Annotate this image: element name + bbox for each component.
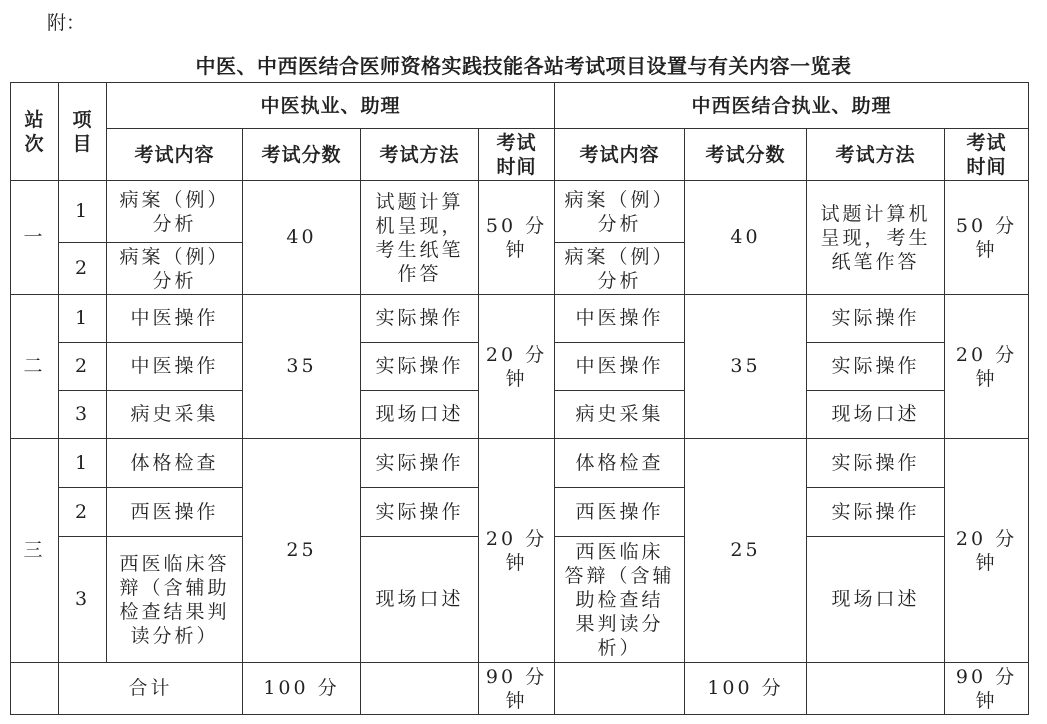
integrated-score: 35: [685, 295, 807, 439]
tcm-exam-content: 中医操作: [107, 295, 243, 343]
integrated-score-header: 考试分数: [685, 129, 807, 181]
tcm-exam-content: 病案（例） 分析: [107, 181, 243, 243]
integrated-exam-method: 实际操作: [807, 488, 945, 537]
tcm-exam-method: 实际操作: [361, 295, 479, 343]
integrated-method-header: 考试方法: [807, 129, 945, 181]
integrated-exam-time: 20 分 钟: [945, 439, 1029, 663]
tcm-exam-method: 实际操作: [361, 343, 479, 391]
station-label: 二: [11, 295, 59, 439]
attachment-label: 附：: [47, 12, 86, 34]
item-number: 1: [59, 439, 107, 488]
tcm-total-method-cell: [361, 663, 479, 715]
tcm-group-header: 中医执业、助理: [107, 83, 555, 129]
tcm-exam-time: 20 分 钟: [479, 439, 555, 663]
tcm-score-header: 考试分数: [243, 129, 361, 181]
tcm-total-time: 90 分 钟: [479, 663, 555, 715]
integrated-exam-method: 实际操作: [807, 295, 945, 343]
tcm-score: 35: [243, 295, 361, 439]
integrated-exam-time: 50 分 钟: [945, 181, 1029, 295]
tcm-exam-method: 试题计算 机呈现， 考生纸笔 作答: [361, 181, 479, 295]
integrated-exam-method: 实际操作: [807, 343, 945, 391]
tcm-exam-time: 20 分 钟: [479, 295, 555, 439]
integrated-group-header: 中西医结合执业、助理: [555, 83, 1029, 129]
station-label: 一: [11, 181, 59, 295]
integrated-exam-method: 现场口述: [807, 537, 945, 663]
tcm-exam-method: 实际操作: [361, 488, 479, 537]
integrated-exam-content: 体格检查: [555, 439, 685, 488]
integrated-exam-method: 现场口述: [807, 391, 945, 439]
item-number: 3: [59, 391, 107, 439]
integrated-total-method-cell: [807, 663, 945, 715]
integrated-exam-content: 病案（例） 分析: [555, 181, 685, 243]
integrated-time-header: 考试 时间: [945, 129, 1029, 181]
integrated-exam-method: 试题计算机 呈现，考生 纸笔作答: [807, 181, 945, 295]
station-label: 三: [11, 439, 59, 663]
integrated-content-header: 考试内容: [555, 129, 685, 181]
tcm-score: 25: [243, 439, 361, 663]
item-header: 项 目: [59, 83, 107, 181]
item-number: 1: [59, 295, 107, 343]
item-number: 2: [59, 488, 107, 537]
tcm-exam-content: 中医操作: [107, 343, 243, 391]
integrated-total-score: 100 分: [685, 663, 807, 715]
total-station-cell: [11, 663, 59, 715]
tcm-score: 40: [243, 181, 361, 295]
item-number: 1: [59, 181, 107, 243]
tcm-exam-content: 西医操作: [107, 488, 243, 537]
tcm-exam-content: 病史采集: [107, 391, 243, 439]
tcm-exam-method: 现场口述: [361, 537, 479, 663]
item-number: 2: [59, 343, 107, 391]
integrated-exam-content: 西医操作: [555, 488, 685, 537]
tcm-exam-time: 50 分 钟: [479, 181, 555, 295]
tcm-time-header: 考试 时间: [479, 129, 555, 181]
tcm-total-score: 100 分: [243, 663, 361, 715]
total-label: 合计: [59, 663, 243, 715]
integrated-score: 40: [685, 181, 807, 295]
tcm-exam-content: 西医临床答 辩（含辅助 检查结果判 读分析）: [107, 537, 243, 663]
integrated-total-content-cell: [555, 663, 685, 715]
document-title: 中医、中西医结合医师资格实践技能各站考试项目设置与有关内容一览表: [195, 54, 852, 78]
exam-overview-table: [10, 82, 1029, 715]
integrated-total-time: 90 分 钟: [945, 663, 1029, 715]
item-number: 3: [59, 537, 107, 663]
integrated-exam-content: 病案（例） 分析: [555, 243, 685, 295]
tcm-exam-content: 体格检查: [107, 439, 243, 488]
tcm-exam-method: 现场口述: [361, 391, 479, 439]
integrated-exam-time: 20 分 钟: [945, 295, 1029, 439]
tcm-exam-content: 病案（例） 分析: [107, 243, 243, 295]
integrated-exam-content: 中医操作: [555, 295, 685, 343]
tcm-content-header: 考试内容: [107, 129, 243, 181]
tcm-exam-method: 实际操作: [361, 439, 479, 488]
item-number: 2: [59, 243, 107, 295]
integrated-score: 25: [685, 439, 807, 663]
integrated-exam-method: 实际操作: [807, 439, 945, 488]
integrated-exam-content: 西医临床 答辩（含辅 助检查结 果判读分 析）: [555, 537, 685, 663]
station-header: 站 次: [11, 83, 59, 181]
tcm-method-header: 考试方法: [361, 129, 479, 181]
integrated-exam-content: 中医操作: [555, 343, 685, 391]
integrated-exam-content: 病史采集: [555, 391, 685, 439]
